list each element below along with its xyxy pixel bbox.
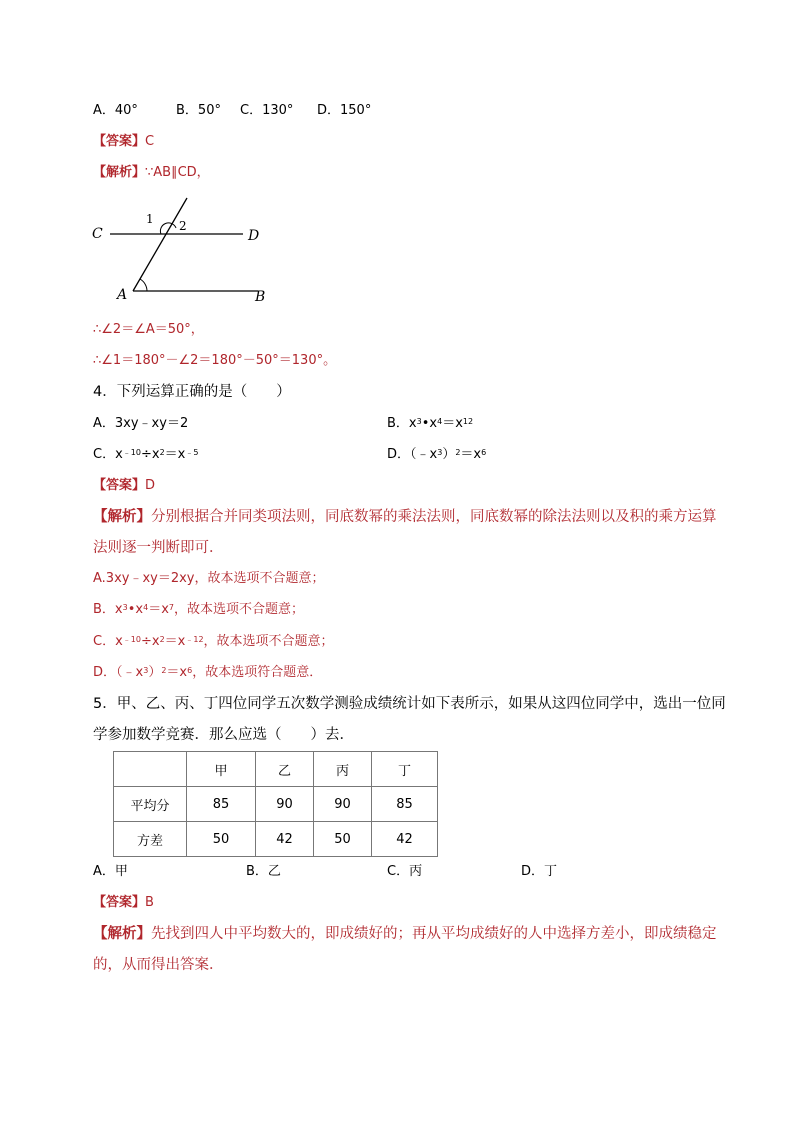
- parallel-lines-figure: [88, 192, 278, 307]
- q4-option-a: A．3xy﹣xy＝2: [93, 416, 189, 431]
- table-cell: 90: [314, 787, 372, 822]
- answer-tag: 【答案】: [93, 478, 146, 493]
- q5-option-a: A．甲: [93, 864, 128, 879]
- label-b: B: [255, 289, 266, 305]
- label-d: D: [248, 228, 260, 244]
- q4-analysis: [93, 508, 717, 526]
- q5-answer: [93, 895, 154, 911]
- q3-option-c: C．130°: [240, 103, 294, 118]
- table-row: [114, 787, 438, 822]
- q3-step-2: ∴∠1＝180°－∠2＝180°－50°＝130°。: [93, 353, 337, 368]
- q4-option-b: B．$x^3•x^4=x^{12}$: [387, 416, 474, 431]
- scores-table: [113, 751, 438, 857]
- q4-answer: [93, 478, 155, 494]
- table-row: [114, 822, 438, 857]
- q4-analysis-line-2: 法则逐一判断即可．: [93, 540, 224, 556]
- analysis-tag: 【解析】: [93, 509, 151, 525]
- angle-1-label: 1: [146, 212, 154, 226]
- table-cell: 85: [372, 787, 438, 822]
- table-cell: 90: [256, 787, 314, 822]
- answer-value: D: [145, 478, 156, 493]
- analysis-text: 分别根据合并同类项法则，同底数幂的乘法法则，同底数幂的除法法则以及积的乘方运算: [151, 509, 717, 525]
- q3-answer: [93, 134, 154, 150]
- table-cell: 50: [314, 822, 372, 857]
- q5-analysis-line-2: 的，从而得出答案．: [93, 957, 224, 973]
- answer-value: C: [145, 134, 155, 149]
- table-header: 丙: [314, 752, 372, 787]
- table-header-row: [114, 752, 438, 787]
- q5-option-c: C．丙: [387, 864, 423, 879]
- q4-explain-b: B．$x^3•x^4=x^7$，故本选项不合题意；: [93, 602, 304, 617]
- q3-option-d: D．150°: [317, 103, 372, 118]
- table-cell: 85: [187, 787, 256, 822]
- label-c: C: [92, 226, 103, 242]
- q4-option-d: D．$(﹣x^3)^2=x^6$: [387, 447, 487, 462]
- analysis-tag: 【解析】: [93, 165, 146, 180]
- analysis-text: ∵AB∥CD，: [145, 165, 210, 180]
- table-cell: 50: [187, 822, 256, 857]
- analysis-tag: 【解析】: [93, 926, 151, 942]
- table-header: 丁: [372, 752, 438, 787]
- analysis-text: 先找到四人中平均数大的，即成绩好的；再从平均成绩好的人中选择方差小，即成绩稳定: [151, 926, 717, 942]
- q4-stem: 4．下列运算正确的是（ ）: [93, 384, 291, 400]
- q5-stem-line-1: 5．甲、乙、丙、丁四位同学五次数学测验成绩统计如下表所示，如果从这四位同学中，选出一位同: [93, 696, 726, 712]
- q3-step-1: ∴∠2＝∠A＝50°，: [93, 322, 204, 337]
- label-a: A: [117, 287, 128, 303]
- table-header: 乙: [256, 752, 314, 787]
- answer-value: B: [145, 895, 154, 910]
- answer-tag: 【答案】: [93, 134, 146, 149]
- table-header: 甲: [187, 752, 256, 787]
- q4-option-c: C．$x^{﹣10}\div x^2=x^{﹣5}$: [93, 447, 199, 462]
- q3-option-a: A．40°: [93, 103, 138, 118]
- table-cell: [114, 752, 187, 787]
- q5-stem-line-2: 学参加数学竞赛．那么应选（ ）去．: [93, 727, 354, 743]
- q4-explain-d: D．$(﹣x^3)^2=x^6$，故本选项符合题意．: [93, 665, 323, 680]
- angle-2-label: 2: [179, 219, 187, 233]
- q4-explain-a: A.3xy﹣xy＝2xy，故本选项不合题意；: [93, 571, 325, 586]
- answer-tag: 【答案】: [93, 895, 146, 910]
- table-cell: 方差: [114, 822, 187, 857]
- q5-analysis: [93, 925, 717, 943]
- table-cell: 平均分: [114, 787, 187, 822]
- q3-option-b: B．50°: [176, 103, 221, 118]
- q5-option-b: B．乙: [246, 864, 281, 879]
- table-cell: 42: [372, 822, 438, 857]
- q3-analysis: [93, 165, 210, 181]
- q5-option-d: D．丁: [521, 864, 558, 879]
- table-cell: 42: [256, 822, 314, 857]
- q4-explain-c: C．$x^{﹣10}\div x^2=x^{﹣12}$，故本选项不合题意；: [93, 634, 334, 649]
